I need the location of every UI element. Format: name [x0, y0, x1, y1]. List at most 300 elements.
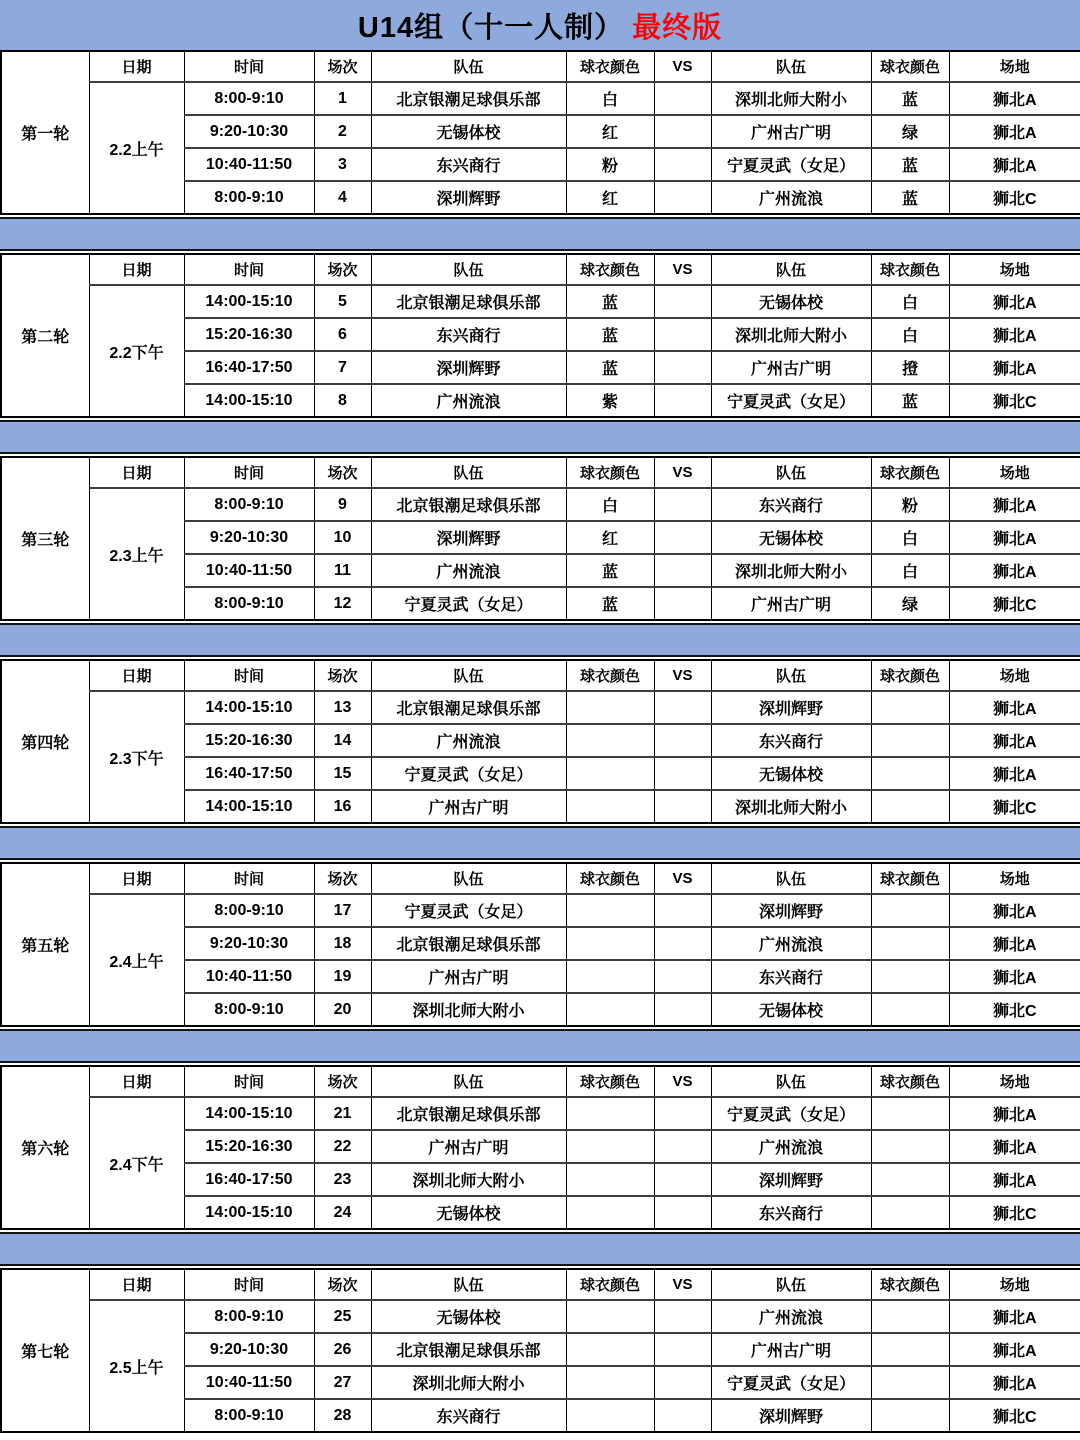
away-color-cell: 蓝 — [871, 384, 949, 417]
away-color-cell — [871, 993, 949, 1026]
away-team-cell: 东兴商行 — [711, 1196, 871, 1229]
round-block — [0, 456, 1080, 621]
venue-cell: 狮北C — [949, 384, 1080, 417]
venue-cell: 狮北A — [949, 318, 1080, 351]
vs-cell — [654, 1333, 711, 1366]
venue-cell: 狮北A — [949, 1130, 1080, 1163]
home-team-cell: 深圳北师大附小 — [371, 1163, 566, 1196]
match-no-cell: 19 — [314, 960, 371, 993]
match-no-cell: 17 — [314, 894, 371, 927]
match-no-cell: 18 — [314, 927, 371, 960]
match-no-cell: 7 — [314, 351, 371, 384]
home-color-cell — [566, 993, 654, 1026]
venue-cell: 狮北C — [949, 587, 1080, 620]
home-team-cell: 无锡体校 — [371, 1300, 566, 1333]
home-color-cell — [566, 1196, 654, 1229]
col-header-home-team: 队伍 — [371, 457, 566, 488]
home-color-cell: 蓝 — [566, 318, 654, 351]
col-header-date: 日期 — [89, 1269, 184, 1300]
away-color-cell — [871, 1097, 949, 1130]
home-color-cell: 紫 — [566, 384, 654, 417]
round-block — [0, 1268, 1080, 1433]
home-color-cell — [566, 1130, 654, 1163]
col-header-time: 时间 — [184, 863, 314, 894]
col-header-time: 时间 — [184, 1269, 314, 1300]
venue-cell: 狮北A — [949, 757, 1080, 790]
match-no-cell: 9 — [314, 488, 371, 521]
match-no-cell: 4 — [314, 181, 371, 214]
vs-cell — [654, 1097, 711, 1130]
column-header-row — [1, 863, 1080, 894]
venue-cell: 狮北A — [949, 1163, 1080, 1196]
vs-cell — [654, 894, 711, 927]
home-team-cell: 北京银潮足球俱乐部 — [371, 1097, 566, 1130]
round-schedule-table — [0, 456, 1080, 621]
match-no-cell: 2 — [314, 115, 371, 148]
round-label: 第二轮 — [1, 254, 89, 417]
time-cell: 15:20-16:30 — [184, 318, 314, 351]
home-color-cell — [566, 960, 654, 993]
home-team-cell: 无锡体校 — [371, 115, 566, 148]
round-label: 第三轮 — [1, 457, 89, 620]
time-cell: 10:40-11:50 — [184, 148, 314, 181]
col-header-match-no: 场次 — [314, 254, 371, 285]
home-team-cell: 北京银潮足球俱乐部 — [371, 82, 566, 115]
col-header-venue: 场地 — [949, 254, 1080, 285]
col-header-date: 日期 — [89, 863, 184, 894]
home-team-cell: 广州古广明 — [371, 1130, 566, 1163]
column-header-row — [1, 1269, 1080, 1300]
home-color-cell: 粉 — [566, 148, 654, 181]
venue-cell: 狮北A — [949, 521, 1080, 554]
match-row — [1, 1300, 1080, 1333]
match-row — [1, 1097, 1080, 1130]
col-header-away-color: 球衣颜色 — [871, 1269, 949, 1300]
away-team-cell: 深圳北师大附小 — [711, 554, 871, 587]
round-block — [0, 862, 1080, 1027]
venue-cell: 狮北A — [949, 894, 1080, 927]
away-team-cell: 东兴商行 — [711, 724, 871, 757]
time-cell: 8:00-9:10 — [184, 587, 314, 620]
away-color-cell — [871, 1300, 949, 1333]
away-color-cell: 撜 — [871, 351, 949, 384]
home-color-cell: 白 — [566, 488, 654, 521]
col-header-home-color: 球衣颜色 — [566, 1269, 654, 1300]
col-header-vs: VS — [654, 863, 711, 894]
match-no-cell: 16 — [314, 790, 371, 823]
col-header-date: 日期 — [89, 660, 184, 691]
col-header-venue: 场地 — [949, 863, 1080, 894]
home-team-cell: 广州流浪 — [371, 554, 566, 587]
away-color-cell: 白 — [871, 521, 949, 554]
col-header-time: 时间 — [184, 660, 314, 691]
round-schedule-table — [0, 50, 1080, 215]
home-color-cell — [566, 1097, 654, 1130]
vs-cell — [654, 757, 711, 790]
vs-cell — [654, 82, 711, 115]
round-label: 第七轮 — [1, 1269, 89, 1432]
col-header-match-no: 场次 — [314, 51, 371, 82]
round-label: 第五轮 — [1, 863, 89, 1026]
away-team-cell: 广州古广明 — [711, 587, 871, 620]
match-no-cell: 11 — [314, 554, 371, 587]
column-header-row — [1, 660, 1080, 691]
match-no-cell: 21 — [314, 1097, 371, 1130]
time-cell: 14:00-15:10 — [184, 384, 314, 417]
col-header-home-color: 球衣颜色 — [566, 1066, 654, 1097]
page-title-version-badge: 最终版 — [632, 11, 723, 44]
home-team-cell: 广州古广明 — [371, 960, 566, 993]
col-header-home-team: 队伍 — [371, 863, 566, 894]
away-team-cell: 深圳辉野 — [711, 894, 871, 927]
home-team-cell: 广州古广明 — [371, 790, 566, 823]
col-header-away-color: 球衣颜色 — [871, 457, 949, 488]
time-cell: 14:00-15:10 — [184, 285, 314, 318]
venue-cell: 狮北A — [949, 351, 1080, 384]
away-color-cell: 蓝 — [871, 181, 949, 214]
venue-cell: 狮北A — [949, 488, 1080, 521]
time-cell: 8:00-9:10 — [184, 181, 314, 214]
time-cell: 8:00-9:10 — [184, 488, 314, 521]
venue-cell: 狮北A — [949, 82, 1080, 115]
round-divider-band — [0, 1232, 1080, 1266]
home-team-cell: 北京银潮足球俱乐部 — [371, 285, 566, 318]
match-no-cell: 22 — [314, 1130, 371, 1163]
away-team-cell: 宁夏灵武（女足） — [711, 1366, 871, 1399]
round-schedule-table — [0, 1065, 1080, 1230]
col-header-match-no: 场次 — [314, 1269, 371, 1300]
away-color-cell — [871, 1196, 949, 1229]
col-header-away-team: 队伍 — [711, 660, 871, 691]
away-color-cell: 绿 — [871, 115, 949, 148]
vs-cell — [654, 1366, 711, 1399]
time-cell: 15:20-16:30 — [184, 724, 314, 757]
match-no-cell: 13 — [314, 691, 371, 724]
time-cell: 10:40-11:50 — [184, 960, 314, 993]
away-color-cell — [871, 757, 949, 790]
away-team-cell: 广州古广明 — [711, 351, 871, 384]
home-team-cell: 深圳北师大附小 — [371, 993, 566, 1026]
vs-cell — [654, 488, 711, 521]
away-team-cell: 深圳辉野 — [711, 1399, 871, 1432]
venue-cell: 狮北A — [949, 691, 1080, 724]
date-cell: 2.3上午 — [89, 488, 184, 620]
col-header-date: 日期 — [89, 457, 184, 488]
time-cell: 8:00-9:10 — [184, 894, 314, 927]
col-header-time: 时间 — [184, 457, 314, 488]
home-team-cell: 深圳辉野 — [371, 181, 566, 214]
time-cell: 10:40-11:50 — [184, 1366, 314, 1399]
vs-cell — [654, 1300, 711, 1333]
col-header-venue: 场地 — [949, 457, 1080, 488]
match-no-cell: 14 — [314, 724, 371, 757]
home-team-cell: 北京银潮足球俱乐部 — [371, 488, 566, 521]
home-team-cell: 宁夏灵武（女足） — [371, 757, 566, 790]
title-bar — [0, 0, 1080, 50]
round-schedule-table — [0, 862, 1080, 1027]
venue-cell: 狮北C — [949, 181, 1080, 214]
vs-cell — [654, 724, 711, 757]
away-color-cell — [871, 927, 949, 960]
vs-cell — [654, 993, 711, 1026]
away-team-cell: 无锡体校 — [711, 993, 871, 1026]
vs-cell — [654, 1163, 711, 1196]
vs-cell — [654, 521, 711, 554]
col-header-match-no: 场次 — [314, 1066, 371, 1097]
round-schedule-table — [0, 659, 1080, 824]
venue-cell: 狮北C — [949, 790, 1080, 823]
away-team-cell: 宁夏灵武（女足） — [711, 1097, 871, 1130]
date-cell: 2.4下午 — [89, 1097, 184, 1229]
time-cell: 16:40-17:50 — [184, 757, 314, 790]
home-team-cell: 广州流浪 — [371, 384, 566, 417]
away-team-cell: 深圳北师大附小 — [711, 790, 871, 823]
round-divider-band — [0, 217, 1080, 251]
home-team-cell: 东兴商行 — [371, 148, 566, 181]
away-color-cell: 绿 — [871, 587, 949, 620]
away-color-cell — [871, 691, 949, 724]
col-header-vs: VS — [654, 51, 711, 82]
home-team-cell: 深圳辉野 — [371, 521, 566, 554]
home-team-cell: 东兴商行 — [371, 318, 566, 351]
away-team-cell: 广州流浪 — [711, 181, 871, 214]
col-header-away-color: 球衣颜色 — [871, 1066, 949, 1097]
match-no-cell: 23 — [314, 1163, 371, 1196]
home-color-cell — [566, 724, 654, 757]
match-row — [1, 285, 1080, 318]
away-team-cell: 宁夏灵武（女足） — [711, 148, 871, 181]
col-header-vs: VS — [654, 660, 711, 691]
date-cell: 2.2上午 — [89, 82, 184, 214]
col-header-away-team: 队伍 — [711, 254, 871, 285]
round-block — [0, 50, 1080, 215]
col-header-date: 日期 — [89, 254, 184, 285]
time-cell: 14:00-15:10 — [184, 1097, 314, 1130]
col-header-vs: VS — [654, 254, 711, 285]
round-divider-band — [0, 623, 1080, 657]
vs-cell — [654, 1196, 711, 1229]
venue-cell: 狮北A — [949, 1097, 1080, 1130]
round-block — [0, 1065, 1080, 1230]
vs-cell — [654, 1130, 711, 1163]
venue-cell: 狮北A — [949, 927, 1080, 960]
col-header-date: 日期 — [89, 1066, 184, 1097]
home-color-cell — [566, 1333, 654, 1366]
home-team-cell: 宁夏灵武（女足） — [371, 894, 566, 927]
match-no-cell: 15 — [314, 757, 371, 790]
time-cell: 9:20-10:30 — [184, 115, 314, 148]
match-row — [1, 82, 1080, 115]
home-color-cell: 蓝 — [566, 351, 654, 384]
round-divider-band — [0, 1029, 1080, 1063]
round-divider-band — [0, 420, 1080, 454]
home-color-cell — [566, 790, 654, 823]
vs-cell — [654, 318, 711, 351]
col-header-date: 日期 — [89, 51, 184, 82]
home-team-cell: 广州流浪 — [371, 724, 566, 757]
col-header-home-color: 球衣颜色 — [566, 51, 654, 82]
vs-cell — [654, 181, 711, 214]
time-cell: 14:00-15:10 — [184, 790, 314, 823]
match-no-cell: 27 — [314, 1366, 371, 1399]
away-color-cell: 白 — [871, 554, 949, 587]
col-header-venue: 场地 — [949, 51, 1080, 82]
match-no-cell: 28 — [314, 1399, 371, 1432]
away-team-cell: 广州流浪 — [711, 1130, 871, 1163]
vs-cell — [654, 285, 711, 318]
home-color-cell: 白 — [566, 82, 654, 115]
away-team-cell: 宁夏灵武（女足） — [711, 384, 871, 417]
venue-cell: 狮北C — [949, 993, 1080, 1026]
col-header-away-color: 球衣颜色 — [871, 660, 949, 691]
col-header-venue: 场地 — [949, 660, 1080, 691]
venue-cell: 狮北A — [949, 1366, 1080, 1399]
round-block — [0, 253, 1080, 418]
away-team-cell: 无锡体校 — [711, 285, 871, 318]
venue-cell: 狮北A — [949, 1333, 1080, 1366]
col-header-time: 时间 — [184, 51, 314, 82]
home-color-cell — [566, 1300, 654, 1333]
column-header-row — [1, 457, 1080, 488]
round-label: 第四轮 — [1, 660, 89, 823]
venue-cell: 狮北A — [949, 960, 1080, 993]
home-color-cell — [566, 1163, 654, 1196]
home-color-cell — [566, 691, 654, 724]
col-header-home-team: 队伍 — [371, 660, 566, 691]
time-cell: 8:00-9:10 — [184, 993, 314, 1026]
away-team-cell: 东兴商行 — [711, 960, 871, 993]
time-cell: 9:20-10:30 — [184, 927, 314, 960]
away-color-cell: 蓝 — [871, 82, 949, 115]
away-color-cell — [871, 960, 949, 993]
match-no-cell: 3 — [314, 148, 371, 181]
away-color-cell — [871, 1333, 949, 1366]
home-team-cell: 宁夏灵武（女足） — [371, 587, 566, 620]
away-team-cell: 深圳辉野 — [711, 691, 871, 724]
time-cell: 8:00-9:10 — [184, 1399, 314, 1432]
match-row — [1, 488, 1080, 521]
date-cell: 2.4上午 — [89, 894, 184, 1026]
time-cell: 10:40-11:50 — [184, 554, 314, 587]
away-team-cell: 广州古广明 — [711, 1333, 871, 1366]
vs-cell — [654, 790, 711, 823]
col-header-away-color: 球衣颜色 — [871, 863, 949, 894]
away-team-cell: 东兴商行 — [711, 488, 871, 521]
home-color-cell: 红 — [566, 521, 654, 554]
venue-cell: 狮北A — [949, 1300, 1080, 1333]
away-team-cell: 无锡体校 — [711, 757, 871, 790]
vs-cell — [654, 927, 711, 960]
match-no-cell: 20 — [314, 993, 371, 1026]
time-cell: 15:20-16:30 — [184, 1130, 314, 1163]
round-label: 第一轮 — [1, 51, 89, 214]
match-no-cell: 26 — [314, 1333, 371, 1366]
time-cell: 8:00-9:10 — [184, 82, 314, 115]
col-header-time: 时间 — [184, 254, 314, 285]
vs-cell — [654, 1399, 711, 1432]
match-row — [1, 691, 1080, 724]
round-schedule-table — [0, 1268, 1080, 1433]
time-cell: 14:00-15:10 — [184, 1196, 314, 1229]
home-color-cell: 红 — [566, 115, 654, 148]
time-cell: 14:00-15:10 — [184, 691, 314, 724]
col-header-vs: VS — [654, 1066, 711, 1097]
home-color-cell — [566, 1366, 654, 1399]
venue-cell: 狮北C — [949, 1399, 1080, 1432]
col-header-home-color: 球衣颜色 — [566, 254, 654, 285]
col-header-venue: 场地 — [949, 1066, 1080, 1097]
match-no-cell: 24 — [314, 1196, 371, 1229]
round-label: 第六轮 — [1, 1066, 89, 1229]
home-color-cell — [566, 927, 654, 960]
home-color-cell — [566, 1399, 654, 1432]
vs-cell — [654, 691, 711, 724]
away-color-cell — [871, 1163, 949, 1196]
home-team-cell: 北京银潮足球俱乐部 — [371, 1333, 566, 1366]
match-no-cell: 1 — [314, 82, 371, 115]
home-color-cell: 蓝 — [566, 587, 654, 620]
venue-cell: 狮北C — [949, 1196, 1080, 1229]
home-color-cell: 红 — [566, 181, 654, 214]
vs-cell — [654, 115, 711, 148]
col-header-home-color: 球衣颜色 — [566, 660, 654, 691]
vs-cell — [654, 554, 711, 587]
away-team-cell: 深圳北师大附小 — [711, 82, 871, 115]
col-header-away-team: 队伍 — [711, 51, 871, 82]
away-color-cell — [871, 724, 949, 757]
away-color-cell — [871, 1366, 949, 1399]
match-no-cell: 10 — [314, 521, 371, 554]
match-no-cell: 5 — [314, 285, 371, 318]
round-schedule-table — [0, 253, 1080, 418]
col-header-venue: 场地 — [949, 1269, 1080, 1300]
match-no-cell: 8 — [314, 384, 371, 417]
match-no-cell: 6 — [314, 318, 371, 351]
away-color-cell: 粉 — [871, 488, 949, 521]
col-header-away-team: 队伍 — [711, 1269, 871, 1300]
col-header-home-team: 队伍 — [371, 51, 566, 82]
time-cell: 16:40-17:50 — [184, 351, 314, 384]
vs-cell — [654, 351, 711, 384]
time-cell: 8:00-9:10 — [184, 1300, 314, 1333]
page-title: U14组（十一人制） — [357, 11, 625, 44]
col-header-vs: VS — [654, 1269, 711, 1300]
away-color-cell: 白 — [871, 318, 949, 351]
time-cell: 16:40-17:50 — [184, 1163, 314, 1196]
away-team-cell: 深圳北师大附小 — [711, 318, 871, 351]
col-header-match-no: 场次 — [314, 660, 371, 691]
away-color-cell: 蓝 — [871, 148, 949, 181]
home-team-cell: 无锡体校 — [371, 1196, 566, 1229]
vs-cell — [654, 960, 711, 993]
col-header-home-color: 球衣颜色 — [566, 457, 654, 488]
col-header-away-team: 队伍 — [711, 863, 871, 894]
venue-cell: 狮北A — [949, 148, 1080, 181]
away-team-cell: 广州古广明 — [711, 115, 871, 148]
col-header-away-color: 球衣颜色 — [871, 254, 949, 285]
column-header-row — [1, 1066, 1080, 1097]
vs-cell — [654, 384, 711, 417]
home-color-cell — [566, 894, 654, 927]
home-team-cell: 东兴商行 — [371, 1399, 566, 1432]
home-color-cell — [566, 757, 654, 790]
column-header-row — [1, 51, 1080, 82]
col-header-vs: VS — [654, 457, 711, 488]
col-header-home-team: 队伍 — [371, 1269, 566, 1300]
away-team-cell: 深圳辉野 — [711, 1163, 871, 1196]
away-color-cell — [871, 894, 949, 927]
venue-cell: 狮北A — [949, 724, 1080, 757]
